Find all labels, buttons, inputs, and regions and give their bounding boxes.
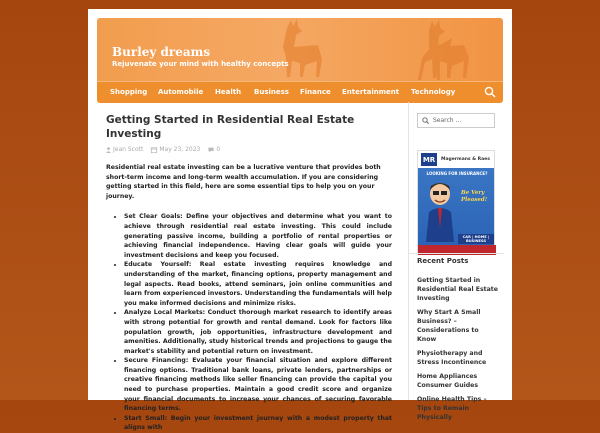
list-item: • Start Small: Begin your investment journey with a modest property that aligns with (124, 414, 392, 433)
page-wrapper (88, 9, 512, 432)
nav-item-technology[interactable]: Technology (411, 88, 456, 96)
search-icon (422, 117, 429, 124)
comment-icon (208, 147, 214, 153)
site-title[interactable]: Burley dreams (112, 45, 211, 59)
post-meta (106, 146, 392, 153)
list-item: • Analyze Local Markets: Conduct thorough market research to identify areas with strong potential for growth and rental demand. Look for factors like population growth, job opportunities, infrastructure development and amenities. Additionally, study historical trends and projections to gauge the market's stability and potential return on investment. (124, 308, 392, 356)
post-title[interactable]: Getting Started in Residential Real Estate Investing (106, 114, 355, 140)
list-item: • Secure Financing: Evaluate your financial situation and explore different financing options. Traditional bank loans, private lenders, partnerships or creative financing methods like seller financing can provide the capital you need to purchase properties. Maintain a good credit score and organize your financial documents to increase your chances of securing favorable financing terms. (124, 356, 392, 414)
recent-post-link[interactable]: Why Start A Small Business? – Considerations to Know (417, 309, 481, 343)
user-icon (106, 147, 111, 153)
ad-links: CAR | HOME | BUSINESS (458, 234, 494, 244)
ad-tagline: Be Very Pleased! (461, 190, 488, 203)
post-date[interactable] (151, 146, 200, 153)
nav-item-entertainment[interactable]: Entertainment (342, 88, 400, 96)
ad-headline: LOOKING FOR INSURANCE? (426, 171, 488, 176)
nav-item-business[interactable]: Business (254, 88, 289, 96)
recent-post-link[interactable]: Getting Started in Residential Real Estate Investing (417, 277, 498, 302)
site-description: Rejuvenate your mind with healthy concepts (112, 60, 289, 68)
calendar-icon (151, 147, 157, 153)
search-input[interactable] (417, 113, 495, 128)
nav-item-health[interactable]: Health (215, 88, 242, 96)
insurance-ad[interactable] (417, 150, 495, 254)
tips-list (106, 212, 392, 433)
sidebar (408, 102, 503, 421)
main-content (106, 113, 392, 433)
nav-item-finance[interactable]: Finance (300, 88, 331, 96)
cartoon-man-illustration (421, 180, 459, 242)
post-author-name: Jean Scott (113, 146, 144, 153)
ad-logo: MR (421, 153, 437, 166)
ad-company-name: Magermans & Raes (441, 157, 490, 162)
ad-banner (418, 168, 494, 255)
sidebar-divider (409, 253, 504, 254)
post-author[interactable] (106, 146, 143, 153)
search-placeholder: Search ... (433, 117, 462, 124)
ad-header (418, 151, 494, 168)
list-item: • Set Clear Goals: Define your objectives and determine what you want to achieve through residential real estate investing. This could include generating passive income, building a portfolio of rental properties or achieving financial independence. Having clear goals will guide your investment decisions and keep you focused. (124, 212, 392, 260)
nav-item-automobile[interactable]: Automobile (158, 88, 204, 96)
recent-post-link[interactable]: Home Appliances Consumer Guides (417, 373, 479, 389)
post-date-text: May 23, 2023 (159, 146, 201, 153)
post-comments[interactable] (208, 146, 220, 153)
main-nav (97, 81, 503, 103)
recent-posts-list (417, 276, 499, 427)
nav-item-shopping[interactable]: Shopping (110, 88, 148, 96)
post-intro: Residential real estate investing can be a lucrative venture that provides both short-term income and long-term wealth accumulation. If you are considering getting started in this field, here are some essential tips to help you on your journey. (106, 164, 381, 200)
post-comments-count: 0 (216, 146, 221, 153)
deer-illustration (247, 18, 503, 81)
recent-post-link[interactable]: Online Health Tips – Tips to Remain Physically (417, 396, 487, 421)
list-item: • Educate Yourself: Real estate investing requires knowledge and understanding of the market, financing options, property management and legal aspects. Read books, attend seminars, join online communities and learn from experienced investors. Understanding the fundamentals will help you make informed decisions and minimize risks. (124, 260, 392, 308)
site-header (97, 18, 503, 81)
search-icon[interactable] (484, 86, 496, 98)
recent-posts-heading: Recent Posts (417, 257, 469, 265)
recent-post-link[interactable]: Physiotherapy and Stress Incontinence (417, 350, 487, 366)
